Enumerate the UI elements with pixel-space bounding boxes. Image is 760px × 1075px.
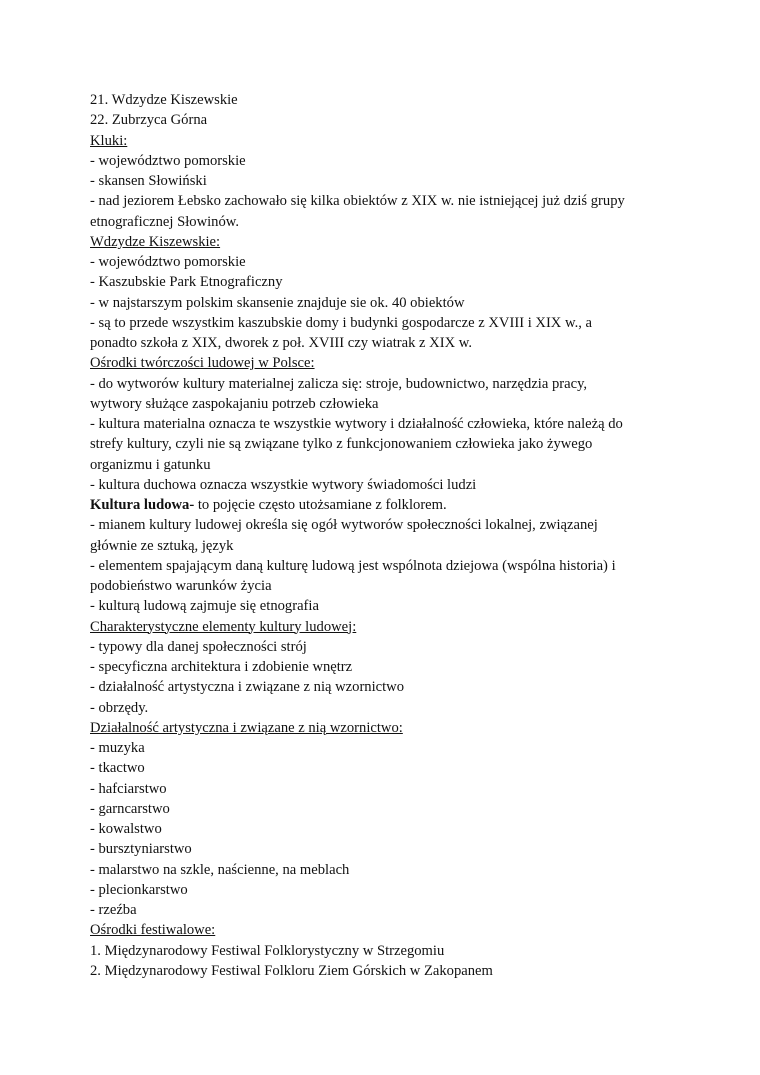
text-line: - plecionkarstwo — [90, 881, 188, 898]
text-line: podobieństwo warunków życia — [90, 578, 272, 594]
text-line: - kulturą ludową zajmuje się etnografia — [90, 598, 319, 615]
text-line: - hafciarstwo — [90, 780, 167, 797]
text-line: wytwory służące zaspokajaniu potrzeb człowieka — [90, 395, 379, 412]
text-line: - muzyka — [90, 740, 145, 756]
definition-text: to pojęcie często utożsamiane z folklorem. — [194, 497, 447, 513]
text-line: - województwo pomorskie — [90, 254, 246, 270]
section-heading: Wdzydze Kiszewskie: — [90, 233, 221, 250]
text-line: 21. Wdzydze Kiszewskie — [90, 92, 238, 108]
text-line: - elementem spajającym daną kulturę ludową jest wspólnota dziejowa (wspólna historia) i — [90, 557, 616, 574]
text-line: - bursztyniarstwo — [90, 841, 192, 858]
text-line: - obrzędy. — [90, 699, 149, 716]
text-line: ponadto szkoła z XIX, dworek z poł. XVIII czy wiatrak z XIX w. — [90, 335, 473, 351]
section-heading: Ośrodki festiwalowe: — [90, 922, 216, 939]
text-line: - typowy dla danej społeczności strój — [90, 638, 307, 655]
text-line: - w najstarszym polskim skansenie znajduje sie ok. 40 obiektów — [90, 294, 465, 311]
text-line: - mianem kultury ludowej określa się ogół wytworów społeczności lokalnej, związanej — [90, 517, 598, 534]
text-line: głównie ze sztuką, język — [90, 537, 234, 554]
text-line: organizmu i gatunku — [90, 456, 211, 473]
section-heading: Działalność artystyczna i związane z nią wzornictwo: — [90, 719, 403, 736]
document-body — [90, 90, 675, 981]
text-line: strefy kultury, czyli nie są związane tylko z funkcjonowaniem człowieka jako żywego — [90, 436, 593, 453]
text-line: - kowalstwo — [90, 821, 162, 837]
text-line: - garncarstwo — [90, 800, 170, 817]
section-heading: Ośrodki twórczości ludowej w Polsce: — [90, 355, 315, 372]
definition-line — [90, 495, 675, 515]
text-line: - tkactwo — [90, 760, 145, 777]
text-line: - do wytworów kultury materialnej zalicza się: stroje, budownictwo, narzędzia pracy, — [90, 375, 588, 392]
text-line: - malarstwo na szkle, naścienne, na meblach — [90, 861, 350, 878]
text-line: - są to przede wszystkim kaszubskie domy i budynki gospodarcze z XVIII i XIX w., a — [90, 314, 593, 331]
text-line: 2. Międzynarodowy Festiwal Folkloru Ziem Górskich w Zakopanem — [90, 962, 493, 979]
text-line: - kultura materialna oznacza te wszystkie wytwory i działalność człowieka, które należą do — [90, 416, 623, 432]
text-line: - specyficzna architektura i zdobienie wnętrz — [90, 659, 353, 675]
text-line: 22. Zubrzyca Górna — [90, 112, 208, 129]
text-line: - skansen Słowiński — [90, 173, 207, 189]
text-line: 1. Międzynarodowy Festiwal Folklorystyczny w Strzegomiu — [90, 942, 445, 959]
text-line: - kultura duchowa oznacza wszystkie wytwory świadomości ludzi — [90, 476, 477, 493]
text-line: - nad jeziorem Łebsko zachowało się kilka obiektów z XIX w. nie istniejącej już dziś grupy — [90, 193, 625, 210]
text-line: - rzeźba — [90, 902, 137, 918]
text-line: - Kaszubskie Park Etnograficzny — [90, 274, 283, 291]
definition-term: Kultura ludowa- — [90, 497, 195, 513]
section-heading: Charakterystyczne elementy kultury ludowej: — [90, 618, 357, 635]
text-line: etnograficznej Słowinów. — [90, 213, 240, 230]
text-line: - województwo pomorskie — [90, 152, 246, 169]
text-line: - działalność artystyczna i związane z nią wzornictwo — [90, 679, 405, 696]
section-heading: Kluki: — [90, 132, 128, 149]
